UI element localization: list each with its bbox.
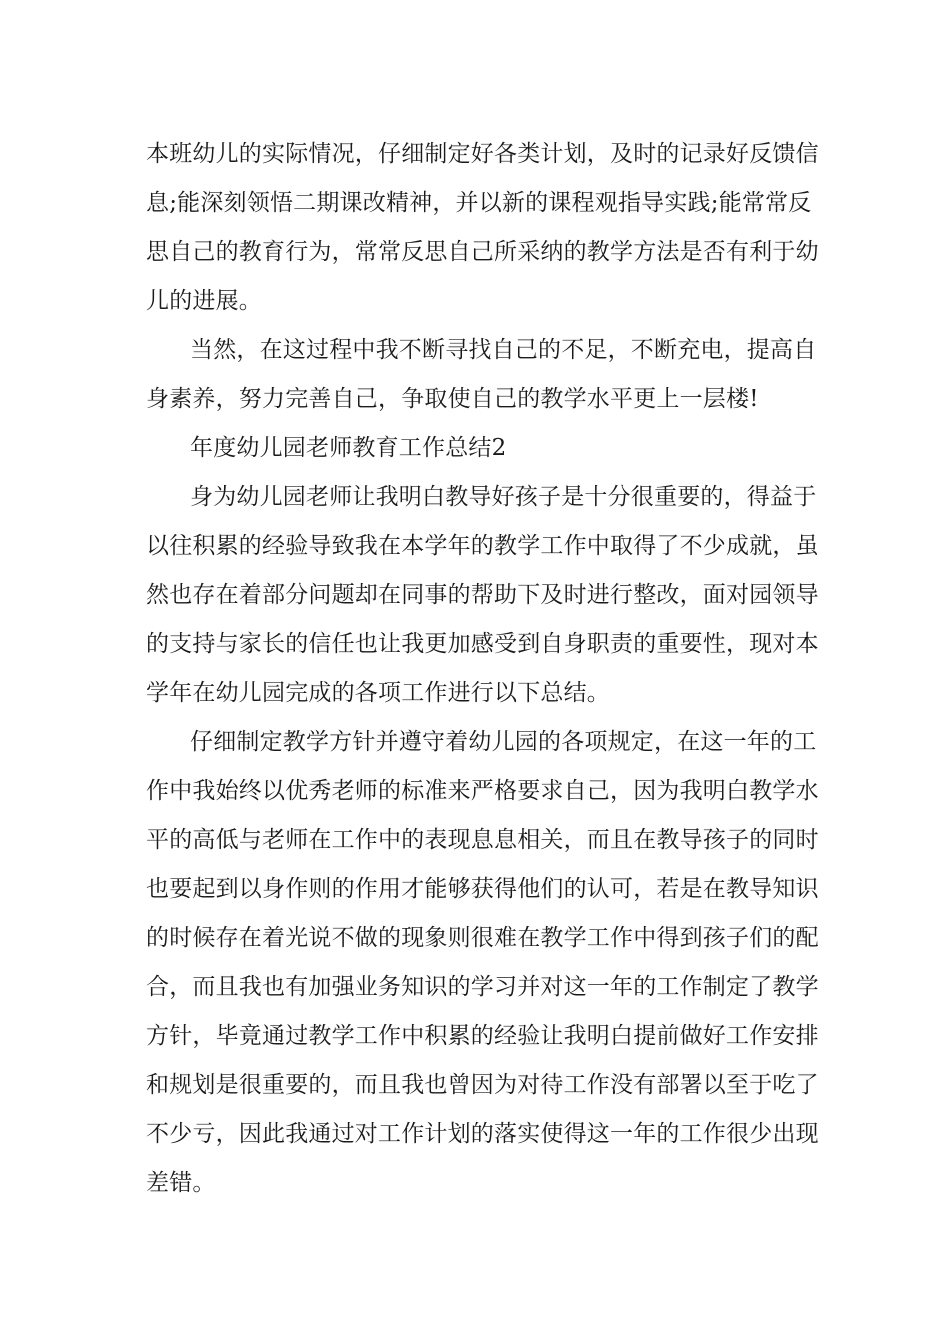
paragraph-line: 平的高低与老师在工作中的表现息息相关，而且在教导孩子的同时 [146, 827, 819, 853]
paragraph-line: 思自己的教育行为，常常反思自己所采纳的教学方法是否有利于幼 [146, 239, 819, 265]
paragraph-line: 仔细制定教学方针并遵守着幼儿园的各项规定，在这一年的工 [190, 729, 817, 755]
paragraph-line: 和规划是很重要的，而且我也曾因为对待工作没有部署以至于吃了 [146, 1072, 819, 1098]
paragraph-line: 本班幼儿的实际情况，仔细制定好各类计划，及时的记录好反馈信 [146, 141, 819, 167]
paragraph-line: 不少亏，因此我通过对工作计划的落实使得这一年的工作很少出现 [146, 1121, 819, 1147]
paragraph-line: 的支持与家长的信任也让我更加感受到自身职责的重要性，现对本 [146, 631, 819, 657]
section-title: 年度幼儿园老师教育工作总结2 [190, 435, 507, 461]
paragraph-line: 合，而且我也有加强业务知识的学习并对这一年的工作制定了教学 [146, 974, 819, 1000]
paragraph-line: 儿的进展。 [146, 288, 262, 314]
paragraph-line: 差错。 [146, 1170, 216, 1196]
paragraph-line: 作中我始终以优秀老师的标准来严格要求自己，因为我明白教学水 [146, 778, 819, 804]
paragraph-line: 方针，毕竟通过教学工作中积累的经验让我明白提前做好工作安排 [146, 1023, 819, 1049]
paragraph-line: 身素养，努力完善自己，争取使自己的教学水平更上一层楼! [146, 386, 759, 412]
paragraph-line: 身为幼儿园老师让我明白教导好孩子是十分很重要的，得益于 [190, 484, 817, 510]
paragraph-line: 也要起到以身作则的作用才能够获得他们的认可，若是在教导知识 [146, 876, 819, 902]
paragraph-line: 的时候存在着光说不做的现象则很难在教学工作中得到孩子们的配 [146, 925, 819, 951]
paragraph-line: 当然，在这过程中我不断寻找自己的不足，不断充电，提高自 [190, 337, 817, 363]
paragraph-line: 以往积累的经验导致我在本学年的教学工作中取得了不少成就，虽 [146, 533, 819, 559]
paragraph-line: 息;能深刻领悟二期课改精神，并以新的课程观指导实践;能常常反 [146, 190, 812, 216]
paragraph-line: 然也存在着部分问题却在同事的帮助下及时进行整改，面对园领导 [146, 582, 819, 608]
paragraph-line: 学年在幼儿园完成的各项工作进行以下总结。 [146, 680, 610, 706]
